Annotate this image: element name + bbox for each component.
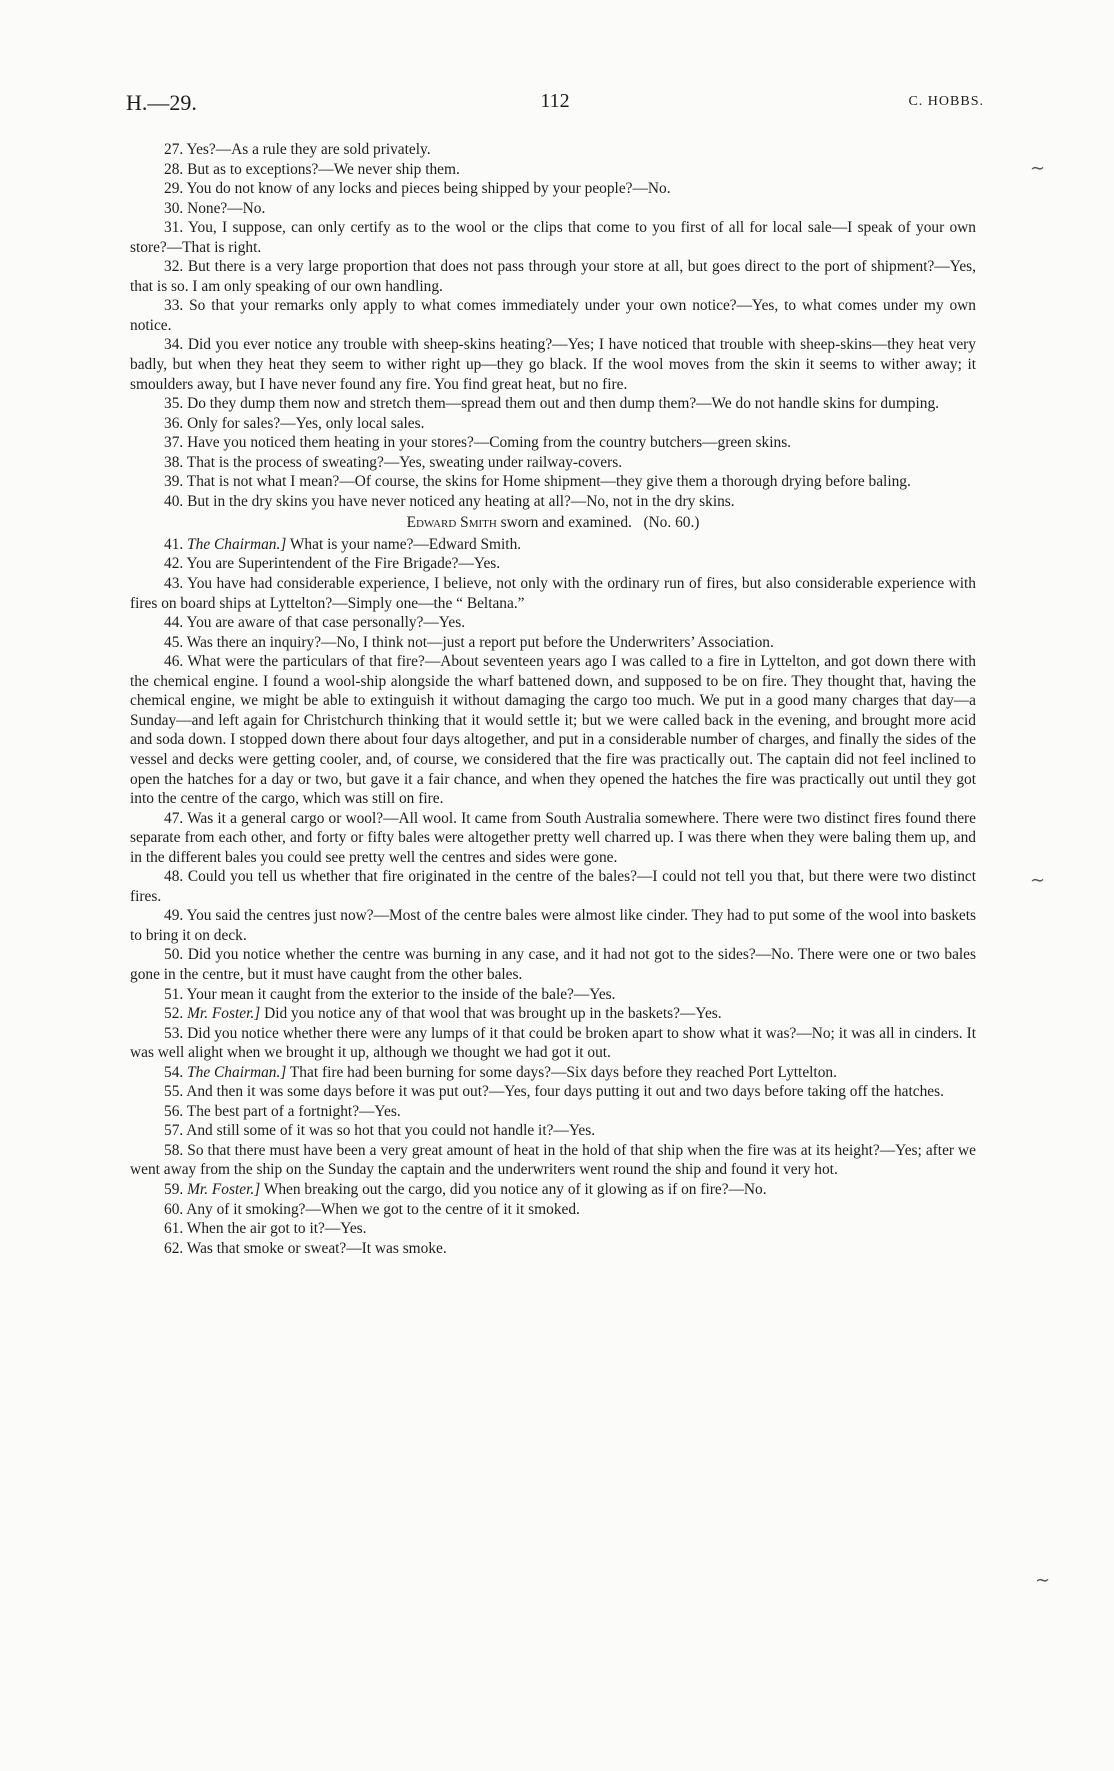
page-header bbox=[126, 90, 984, 120]
paragraph: 42. You are Superintendent of the Fire Brigade?—Yes. bbox=[164, 555, 501, 573]
paragraph: 29. You do not know of any locks and pieces being shipped by your people?—No. bbox=[164, 180, 671, 198]
margin-mark-icon: ∼ bbox=[1035, 1570, 1051, 1590]
paragraph: 56. The best part of a fortnight?—Yes. bbox=[164, 1102, 401, 1120]
paragraph: 51. Your mean it caught from the exterior to the inside of the bale?—Yes. bbox=[164, 985, 616, 1003]
speaker: The Chairman.] bbox=[187, 535, 287, 553]
question-number: 54. bbox=[164, 1063, 184, 1081]
paragraph bbox=[130, 1004, 976, 1024]
paragraph: 35. Do they dump them now and stretch them—spread them out and then dump them?—We do not handle skins for dumping. bbox=[164, 395, 939, 413]
paragraph: 36. Only for sales?—Yes, only local sales. bbox=[164, 414, 425, 432]
paragraph: 55. And then it was some days before it was put out?—Yes, four days putting it out and two days before taking off the hatches. bbox=[164, 1083, 944, 1101]
paragraph: 46. What were the particulars of that fire?—About seventeen years ago I was called to a fire in Lyttelton, and got down there with the chemical engine. I found a wool-ship alongside the wharf battened down, and supposed to be on fire. They thought that, having the chemical engine, we might be able to extinguish it without damaging the cargo too much. We put in a good many charges that day—a Sunday—and left again for Christchurch thinking that it would settle it; but we were called back in the evening, and brought more acid and soda down. I stopped down there about four days altogether, and put in a considerable number of charges, and finally the sides of the vessel and decks were getting cooler, and, of course, we considered that the fire was practically out. The captain did not feel inclined to open the hatches for a day or two, but gave it a fair chance, and when they opened the hatches the fire was practically out until they got into the centre of the cargo, which was still on fire. bbox=[130, 653, 976, 808]
paragraph: 31. You, I suppose, can only certify as to the wool or the clips that come to you first of all for local sale—I speak of your own store?—That is right. bbox=[130, 219, 976, 256]
paragraph: 30. None?—No. bbox=[164, 199, 266, 217]
paragraph: 38. That is the process of sweating?—Yes, sweating under railway-covers. bbox=[164, 453, 623, 471]
paragraph: 58. So that there must have been a very great amount of heat in the hold of that ship when the fire was at its height?—Yes; after we went away from the ship on the Sunday the captain and the underwriters went round the ship and found it very hot. bbox=[130, 1141, 976, 1179]
speaker: Mr. Foster.] bbox=[187, 1005, 261, 1023]
question-number: 41. bbox=[164, 535, 184, 553]
paragraph: 43. You have had considerable experience, I believe, not only with the ordinary run of fires, but also considerable experience with fires on board ships at Lyttelton?—Simply one—the “ Beltana.” bbox=[130, 575, 976, 612]
paragraph: 28. But as to exceptions?—We never ship them. bbox=[164, 160, 460, 178]
paragraph-text: Did you notice any of that wool that was brought up in the baskets?—Yes. bbox=[264, 1005, 722, 1023]
paragraph: 50. Did you notice whether the centre was burning in any case, and it had not got to the sides?—No. There were one or two bales gone in the centre, but it must have caught from the other bales. bbox=[130, 946, 976, 983]
transcript-body bbox=[130, 140, 976, 1258]
page-number: 112 bbox=[540, 90, 570, 112]
document-code: H.—29. bbox=[126, 90, 197, 115]
witness-name-header: C. HOBBS. bbox=[908, 94, 984, 109]
paragraph bbox=[130, 1180, 976, 1200]
margin-mark-icon: ∼ bbox=[1030, 870, 1046, 890]
paragraph: 34. Did you ever notice any trouble with sheep-skins heating?—Yes; I have noticed that trouble with sheep-skins—they heat very badly, but when they heat they seem to wither right up—they go black. If the wool moves from the skin it seems to wither away; it smoulders away, but I have never found any fire. You find great heat, but no fire. bbox=[130, 336, 976, 393]
paragraph: 32. But there is a very large proportion that does not pass through your store at all, but goes direct to the port of shipment?—Yes, that is so. I am only speaking of our own handling. bbox=[130, 258, 976, 295]
paragraph: 45. Was there an inquiry?—No, I think not—just a report put before the Underwriters’ Association. bbox=[164, 633, 774, 651]
witness-number: (No. 60.) bbox=[643, 514, 700, 532]
paragraph: 47. Was it a general cargo or wool?—All wool. It came from South Australia somewhere. There were two distinct fires found there separate from each other, and forty or fifty bales were altogether pretty well charred up. I was there when they were baling them up, and in the different bales you could see pretty well the centres and sides were gone. bbox=[130, 809, 976, 866]
paragraph: 33. So that your remarks only apply to what comes immediately under your own notice?—Yes, to what comes under my own notice. bbox=[130, 297, 976, 334]
paragraph: 48. Could you tell us whether that fire originated in the centre of the bales?—I could not tell you that, but there were two distinct fires. bbox=[130, 868, 976, 905]
speaker: Mr. Foster.] bbox=[187, 1180, 261, 1198]
section-text: sworn and examined. bbox=[500, 514, 632, 532]
question-number: 52. bbox=[164, 1005, 184, 1023]
paragraph: 39. That is not what I mean?—Of course, the skins for Home shipment—they give them a thorough drying before baling. bbox=[164, 473, 911, 491]
witness-name: Edward Smith bbox=[406, 514, 497, 532]
paragraph-text: That fire had been burning for some days?—Six days before they reached Port Lyttelton. bbox=[289, 1063, 837, 1081]
paragraph: 61. When the air got to it?—Yes. bbox=[164, 1220, 367, 1238]
paragraph: 44. You are aware of that case personally?—Yes. bbox=[164, 614, 466, 632]
section-heading bbox=[130, 513, 976, 533]
margin-mark-icon: ∼ bbox=[1030, 158, 1046, 178]
paragraph-text: When breaking out the cargo, did you notice any of it glowing as if on fire?—No. bbox=[263, 1180, 767, 1198]
paragraph-text: What is your name?—Edward Smith. bbox=[289, 535, 522, 553]
paragraph bbox=[130, 535, 976, 555]
paragraph: 53. Did you notice whether there were any lumps of it that could be broken apart to show what it was?—No; it was all in cinders. It was well alight when we brought it up, although we thought we had got it out. bbox=[130, 1024, 976, 1062]
paragraph bbox=[130, 1063, 976, 1083]
paragraph: 40. But in the dry skins you have never noticed any heating at all?—No, not in the dry skins. bbox=[164, 492, 735, 510]
question-number: 59. bbox=[164, 1180, 184, 1198]
paragraph: 49. You said the centres just now?—Most of the centre bales were almost like cinder. They had to put some of the wool into baskets to bring it on deck. bbox=[130, 907, 976, 944]
paragraph: 60. Any of it smoking?—When we got to the centre of it it smoked. bbox=[164, 1200, 580, 1218]
paragraph: 62. Was that smoke or sweat?—It was smoke. bbox=[164, 1239, 447, 1257]
paragraph: 57. And still some of it was so hot that you could not handle it?—Yes. bbox=[164, 1122, 596, 1140]
paragraph: 37. Have you noticed them heating in your stores?—Coming from the country butchers—green skins. bbox=[164, 434, 792, 452]
paragraph: 27. Yes?—As a rule they are sold privately. bbox=[164, 141, 431, 158]
speaker: The Chairman.] bbox=[187, 1063, 287, 1081]
